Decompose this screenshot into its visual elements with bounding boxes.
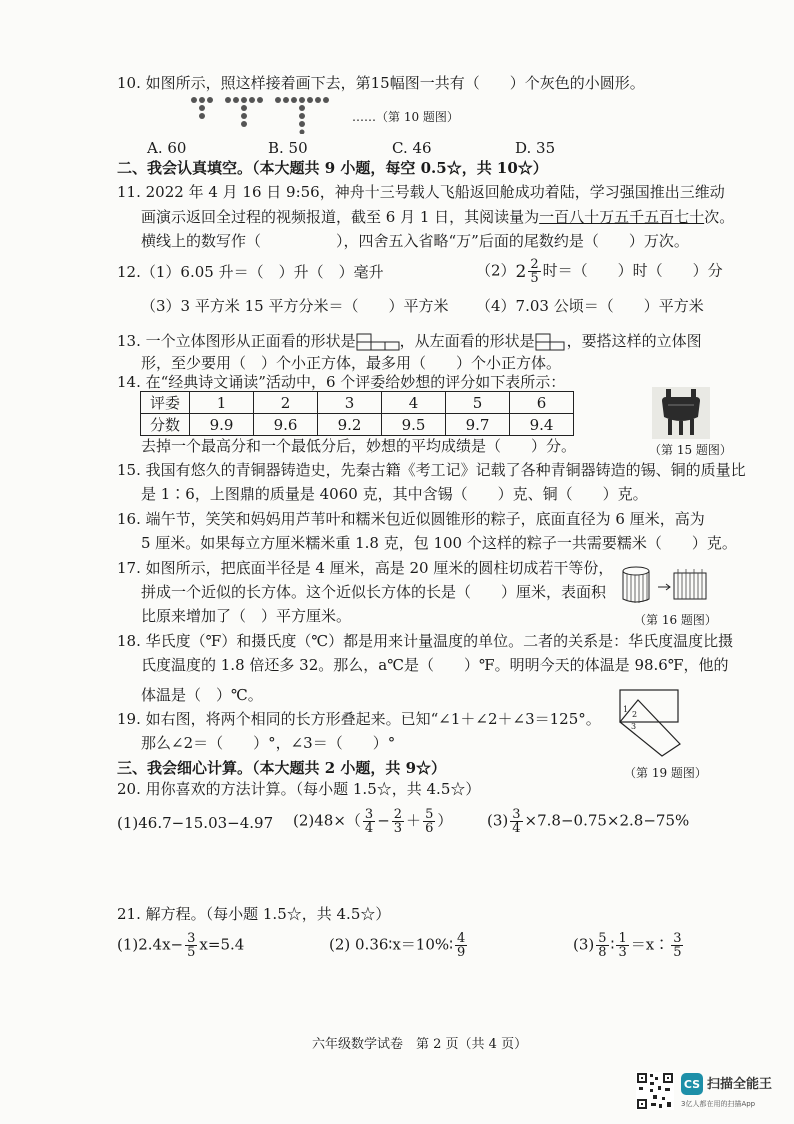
q15-line2: 是 1∶6，上图鼎的质量是 4060 克，其中含锡（ ）克、铜（ ）克。	[141, 485, 648, 503]
fraction-den: 8	[598, 945, 607, 960]
q12-whole: 2	[515, 261, 527, 282]
q20-title: 20. 用你喜欢的方法计算。（每小题 1.5☆，共 4.5☆）	[117, 780, 481, 798]
q20-part1: (1)46.7−15.03−4.97	[117, 814, 274, 832]
q15-line1: 15. 我国有悠久的青铜器铸造史，先秦古籍《考工记》记载了各种青铜器铸造的锡、铜的质量比	[117, 461, 746, 479]
table-cell: 9.7	[446, 414, 510, 436]
q17-line1: 17. 如图所示，把底面半径是 4 厘米，高是 20 厘米的圆柱切成若干等份，	[117, 559, 614, 577]
fraction-num: 3	[673, 931, 682, 946]
q12-fraction-den: 5	[530, 271, 539, 286]
q18-line1: 18. 华氏度（℉）和摄氏度（℃）都是用来计量温度的单位。二者的关系是：华氏度温度比摄	[117, 632, 734, 650]
camscanner-logo: CS	[681, 1073, 703, 1095]
fraction-num: 1	[618, 931, 627, 946]
q16-line1: 16. 端午节，笑笑和妈妈用芦苇叶和糯米包近似圆锥形的粽子，底面直径为 6 厘米，高为	[117, 510, 705, 528]
q21-part3	[573, 932, 685, 959]
q16-line2: 5 厘米。如果每立方厘米糯米重 1.8 克，包 100 个这样的粽子一共需要糯米（ ）克。	[141, 534, 737, 552]
section-2-title: 二、我会认真填空。（本大题共 9 小题，每空 0.5☆，共 10☆）	[117, 159, 548, 177]
table-cell: 9.2	[318, 414, 382, 436]
q21-part2	[329, 932, 469, 959]
q11-line2	[141, 207, 734, 227]
q19-figure-caption: （第 19 题图）	[624, 766, 707, 780]
camscanner-brand: 扫描全能王	[707, 1077, 773, 1092]
fraction-den: 3	[618, 945, 627, 960]
table-cell: 6	[510, 392, 574, 414]
fraction	[363, 808, 375, 835]
operator: ＋	[406, 811, 422, 830]
q10-text: 10. 如图所示，照这样接着画下去，第15幅图一共有（ ）个灰色的小圆形。	[117, 74, 645, 92]
qr-code-icon	[636, 1072, 674, 1110]
table-cell: 9.6	[254, 414, 318, 436]
q19-line1: 19. 如右图，将两个相同的长方形叠起来。已知“∠1＋∠2＋∠3＝125°。	[117, 710, 601, 728]
score-table	[140, 391, 574, 436]
table-cell: 9.4	[510, 414, 574, 436]
q11-line1: 11. 2022 年 4 月 16 日 9:56，神舟十三号载人飞船返回舱成功着陆，学习强国推出三维动	[117, 183, 725, 201]
table-cell: 9.9	[190, 414, 254, 436]
ratio-equals: ＝x∶	[630, 935, 670, 954]
fraction-num: 3	[512, 807, 521, 822]
fraction-den: 5	[673, 945, 682, 960]
q10-option-b: B. 50	[268, 139, 308, 157]
table-row	[141, 414, 574, 436]
q21-title: 21. 解方程。（每小题 1.5☆，共 4.5☆）	[117, 905, 391, 923]
q12-part2	[476, 258, 723, 285]
q14-text: 14. 在“经典诗文诵读”活动中，6 个评委给妙想的评分如下表所示：	[117, 373, 566, 391]
q10-option-d: D. 35	[515, 139, 556, 157]
table-cell: 3	[318, 392, 382, 414]
q20-part2	[293, 808, 452, 835]
fraction-den: 4	[512, 821, 521, 836]
q12-part4: （4）7.03 公顷＝（ ）平方米	[476, 297, 704, 315]
q10-option-a: A. 60	[147, 139, 187, 157]
fraction-den: 9	[457, 945, 466, 960]
table-cell: 1	[190, 392, 254, 414]
q11-line2-b: 次。	[704, 208, 735, 226]
fraction-den: 4	[364, 821, 374, 836]
fraction	[185, 932, 197, 959]
q12-part2-label: （2）	[476, 261, 516, 280]
fraction-num: 3	[364, 807, 374, 822]
fraction	[392, 808, 404, 835]
q21-part1	[117, 932, 244, 959]
fraction	[616, 932, 628, 959]
q21-part3-a: (3)	[573, 935, 595, 954]
q15-figure-caption: （第 15 题图）	[649, 443, 732, 457]
table-header-judge: 评委	[141, 392, 190, 414]
fraction-den: 3	[393, 821, 403, 836]
q21-part1-b: x=5.4	[199, 935, 245, 954]
page-footer: 六年级数学试卷 第 2 页（共 4 页）	[312, 1037, 528, 1052]
fraction-num: 4	[457, 931, 466, 946]
q20-part2-a: (2)48×（	[293, 811, 361, 830]
q12-fraction	[528, 258, 540, 285]
q13-line1-a: 13. 一个立体图形从正面看的形状是	[117, 332, 356, 350]
left-view-icon	[535, 333, 567, 351]
q17-line2: 拼成一个近似的长方体。这个近似长方体的长是（ ）厘米，表面积	[141, 583, 607, 601]
q10-figure	[188, 94, 348, 134]
q12-fraction-num: 2	[530, 257, 539, 272]
operator: −	[377, 811, 390, 830]
q21-part2-a: (2) 0.36∶x＝10%∶	[329, 935, 454, 954]
ratio-colon: ∶	[610, 935, 615, 954]
q11-underlined-number: 一百八十万五千五百七十	[539, 208, 705, 226]
table-cell: 2	[254, 392, 318, 414]
fraction-num: 3	[187, 931, 196, 946]
section-3-title: 三、我会细心计算。（本大题共 2 小题，共 9☆）	[117, 759, 447, 777]
fraction-den: 5	[187, 945, 196, 960]
q13-line1	[117, 331, 702, 351]
q12-part3: （3）3 平方米 15 平方分米＝（ ）平方米	[141, 297, 449, 315]
fraction-num: 2	[393, 807, 403, 822]
fraction-num: 5	[598, 931, 607, 946]
table-cell: 9.5	[382, 414, 446, 436]
table-cell: 4	[382, 392, 446, 414]
fraction	[455, 932, 467, 959]
q12-part2-rest: 时＝（ ）时（ ）分	[542, 261, 723, 280]
q12-mixed-number	[516, 258, 543, 285]
q20-part2-b: ）	[437, 811, 453, 830]
q13-line1-c: ，要搭这样的立体图	[566, 332, 702, 350]
q11-line2-a: 画演示返回全过程的视频报道，截至 6 月 1 日，其阅读量为	[141, 208, 540, 226]
angle-2-label: 2	[632, 710, 638, 719]
fraction	[671, 932, 683, 959]
angle-3-label: 3	[631, 722, 637, 731]
cylinder-cut-figure	[620, 565, 710, 607]
fraction	[510, 808, 522, 835]
q14-after: 去掉一个最高分和一个最低分后，妙想的平均成绩是（ ）分。	[141, 437, 577, 455]
q10-option-c: C. 46	[392, 139, 432, 157]
front-view-icon	[356, 333, 400, 351]
fraction-den: 6	[425, 821, 434, 836]
q10-dots: ……（第 10 题图）	[352, 110, 459, 124]
table-row	[141, 392, 574, 414]
rectangles-figure	[618, 688, 682, 758]
q18-line3: 体温是（ ）℃。	[141, 686, 263, 704]
q20-part3	[487, 808, 689, 835]
bronze-ding-image	[652, 387, 710, 439]
q13-line2: 形，至少要用（ ）个小正方体，最多用（ ）个小正方体。	[141, 354, 562, 372]
q21-part1-a: (1)2.4x−	[117, 935, 184, 954]
fraction-num: 5	[425, 807, 434, 822]
q13-line1-b: ，从左面看的形状是	[399, 332, 535, 350]
q20-part3-a: (3)	[487, 811, 509, 830]
q16-figure-caption: （第 16 题图）	[634, 613, 717, 627]
q19-line2: 那么∠2＝（ ）°，∠3＝（ ）°	[141, 734, 396, 752]
q20-part3-b: ×7.8−0.75×2.8−75%	[524, 811, 690, 830]
q12-part1: 12.（1）6.05 升＝（ ）升（ ）毫升	[117, 263, 384, 281]
fraction	[596, 932, 608, 959]
table-cell: 5	[446, 392, 510, 414]
angle-1-label: 1	[623, 705, 629, 714]
camscanner-tagline: 3亿人都在用的扫描App	[681, 1100, 756, 1108]
q18-line2: 氏度温度的 1.8 倍还多 32。那么，a℃是（ ）℉。明明今天的体温是 98.6℉，他的	[141, 656, 729, 674]
q17-line3: 比原来增加了（ ）平方厘米。	[141, 607, 352, 625]
table-header-score: 分数	[141, 414, 190, 436]
q11-line3: 横线上的数写作（ ），四舍五入省略“万”后面的尾数约是（ ）万次。	[141, 232, 689, 250]
fraction	[423, 808, 435, 835]
